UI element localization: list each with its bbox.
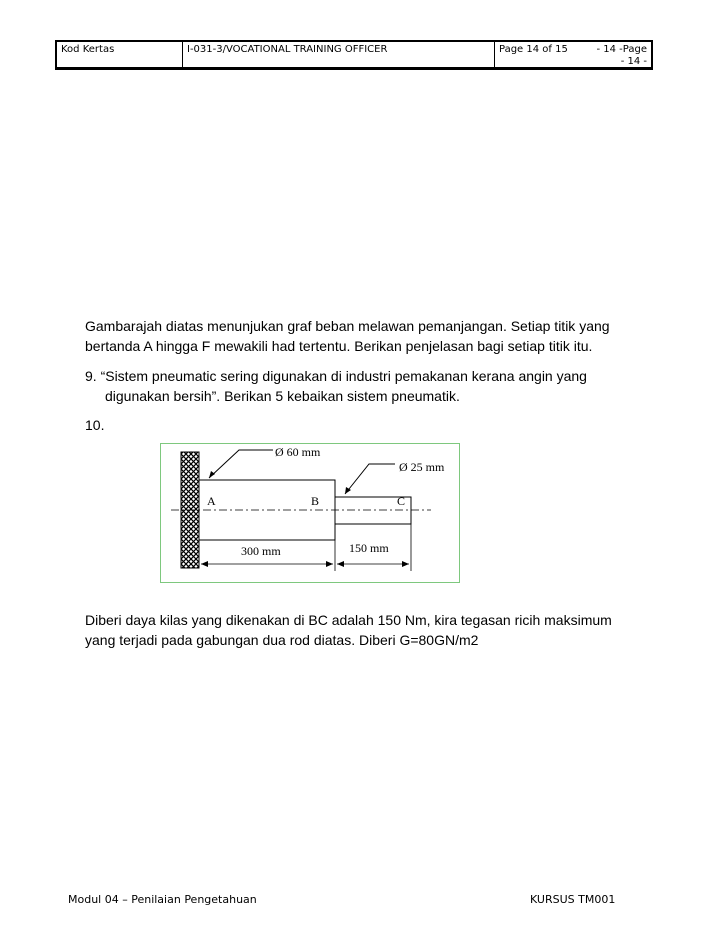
header-page-of: Page 14 of 15 <box>499 44 568 55</box>
label-point-a: A <box>207 494 216 508</box>
header-paper-code: I-031-3/VOCATIONAL TRAINING OFFICER <box>183 42 495 67</box>
paragraph-graph-question: Gambarajah diatas menunjukan graf beban melawan pemanjangan. Setiap titik yang bertanda A hingga F mewakili had tertentu. Berikan penjelasan bagi setiap titik itu. <box>85 318 610 354</box>
footer-course: KURSUS TM001 <box>530 893 616 906</box>
paragraph-torque-question: Diberi daya kilas yang dikenakan di BC adalah 150 Nm, kira tegasan ricih maksimum yang terjadi pada gabungan dua rod diatas. Diberi G=80GN/m2 <box>85 612 612 648</box>
footer-module: Modul 04 – Penilaian Pengetahuan <box>68 893 257 906</box>
leader-dia-ab <box>209 450 273 478</box>
label-point-b: B <box>311 494 320 508</box>
header-page-num: - 14 - <box>620 56 647 67</box>
shaft-diagram <box>160 443 460 583</box>
header-kod-kertas: Kod Kertas <box>57 42 183 67</box>
question-9-line-2: digunakan bersih”. Berikan 5 kebaikan sistem pneumatik. <box>105 388 460 404</box>
label-dia-ab: Ø 60 mm <box>275 445 321 459</box>
label-length-bc: 150 mm <box>349 541 389 555</box>
label-dia-bc: Ø 25 mm <box>399 460 445 474</box>
question-9-line-1: 9. “Sistem pneumatic sering digunakan di industri pemakanan kerana angin yang <box>85 368 587 384</box>
question-10-number: 10. <box>85 417 105 433</box>
question-9 <box>85 366 645 406</box>
shaft-diagram-svg <box>161 444 461 584</box>
leader-dia-bc <box>345 464 395 494</box>
header-page-number <box>580 42 651 67</box>
header-page-label: - 14 -Page <box>596 44 647 55</box>
label-length-ab: 300 mm <box>241 544 281 558</box>
label-point-c: C <box>397 494 406 508</box>
header-table <box>55 40 653 70</box>
